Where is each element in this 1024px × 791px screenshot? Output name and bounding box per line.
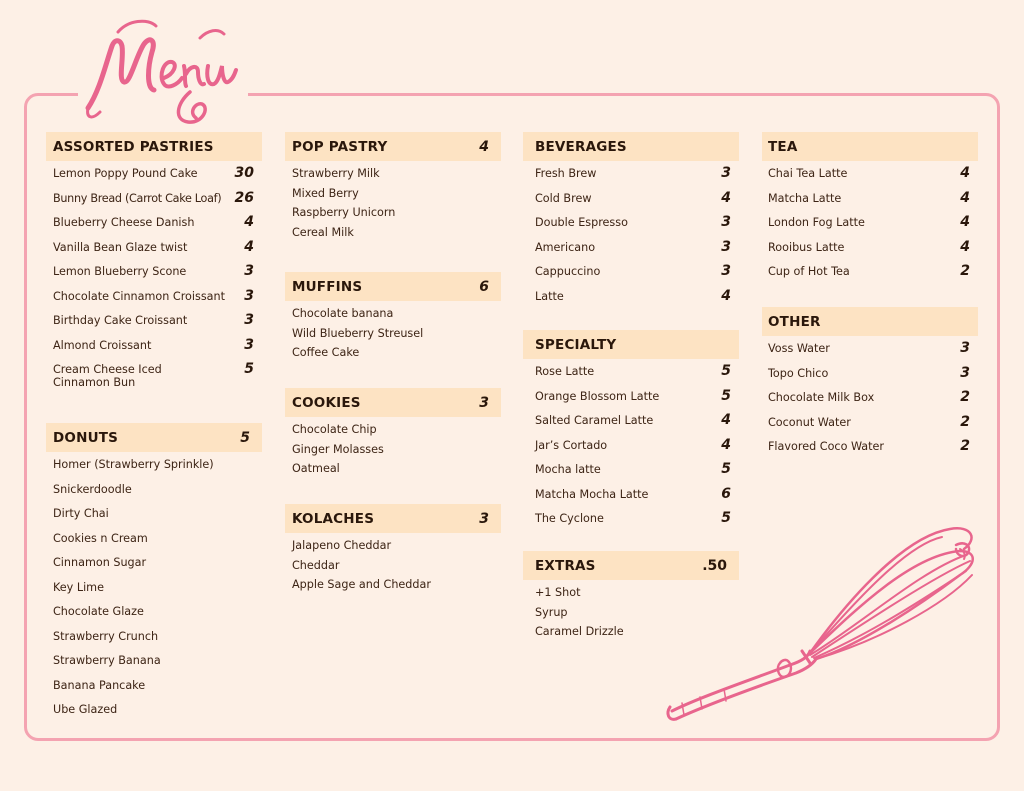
item-price: 2 bbox=[960, 438, 970, 454]
item-name: Orange Blossom Latte bbox=[535, 389, 660, 403]
item-price: 4 bbox=[721, 436, 731, 453]
menu-item bbox=[46, 239, 262, 264]
menu-item bbox=[285, 460, 501, 480]
item-name: London Fog Latte bbox=[768, 216, 865, 229]
menu-item bbox=[46, 677, 262, 702]
menu-item bbox=[523, 288, 739, 313]
item-name: Coffee Cake bbox=[292, 346, 360, 359]
item-name: Strawberry Crunch bbox=[53, 629, 159, 643]
item-name: Dirty Chai bbox=[53, 507, 109, 520]
menu-item bbox=[285, 537, 501, 557]
menu-item bbox=[46, 628, 262, 653]
section-header bbox=[762, 307, 978, 336]
item-name: Raspberry Unicorn bbox=[292, 206, 396, 219]
item-name: Chai Tea Latte bbox=[768, 167, 848, 180]
item-price: 4 bbox=[960, 189, 970, 206]
menu-item bbox=[46, 361, 262, 389]
item-name: Chocolate Milk Box bbox=[768, 391, 875, 404]
menu-item bbox=[46, 603, 262, 628]
menu-item bbox=[285, 441, 501, 461]
item-price: 3 bbox=[721, 214, 731, 230]
menu-title bbox=[78, 8, 248, 138]
menu-item bbox=[523, 510, 739, 535]
item-price: 5 bbox=[244, 361, 254, 377]
item-name: Ginger Molasses bbox=[292, 442, 384, 456]
item-price: 3 bbox=[721, 263, 731, 279]
section-extras bbox=[523, 551, 739, 643]
menu-item bbox=[285, 305, 501, 325]
section-header bbox=[523, 551, 739, 580]
item-price: 4 bbox=[960, 165, 970, 181]
item-name: Matcha Latte bbox=[768, 191, 842, 205]
item-name: Strawberry Milk bbox=[292, 167, 380, 180]
section-price: 6 bbox=[479, 278, 489, 295]
menu-item bbox=[46, 337, 262, 362]
section-header bbox=[762, 132, 978, 161]
menu-item bbox=[762, 414, 978, 439]
item-name: Cinnamon Sugar bbox=[53, 556, 147, 569]
item-price: 2 bbox=[960, 263, 970, 279]
section-title: SPECIALTY bbox=[535, 336, 617, 353]
menu-item bbox=[523, 190, 739, 215]
item-name: Blueberry Cheese Danish bbox=[53, 216, 195, 229]
item-name: Cookies n Cream bbox=[53, 531, 148, 545]
menu-item bbox=[523, 486, 739, 511]
section-title: COOKIES bbox=[292, 394, 361, 411]
menu-item bbox=[523, 623, 739, 643]
section-title: OTHER bbox=[768, 313, 821, 330]
item-name: +1 Shot bbox=[535, 586, 581, 599]
item-name: Bunny Bread (Carrot Cake Loaf) bbox=[53, 191, 222, 205]
menu-item bbox=[523, 388, 739, 413]
menu-item bbox=[762, 389, 978, 414]
section-header bbox=[285, 504, 501, 533]
menu-item bbox=[285, 185, 501, 205]
section-specialty bbox=[523, 330, 739, 535]
item-price: 3 bbox=[244, 312, 254, 328]
item-price: 4 bbox=[244, 214, 254, 230]
menu-item bbox=[46, 190, 262, 215]
menu-item bbox=[46, 505, 262, 530]
menu-item bbox=[46, 701, 262, 726]
item-name: Apple Sage and Cheddar bbox=[292, 578, 431, 591]
menu-item bbox=[523, 363, 739, 388]
section-header bbox=[46, 423, 262, 452]
menu-item bbox=[46, 652, 262, 677]
menu-item bbox=[762, 340, 978, 365]
menu-item bbox=[285, 325, 501, 345]
section-price: 3 bbox=[479, 510, 489, 527]
item-name: Mixed Berry bbox=[292, 186, 359, 200]
section-cookies bbox=[285, 388, 501, 480]
section-header bbox=[523, 132, 739, 161]
item-name: Cream Cheese Iced Cinnamon Bun bbox=[53, 363, 162, 389]
item-price: 3 bbox=[244, 263, 254, 279]
item-price: 4 bbox=[721, 189, 731, 206]
menu-item bbox=[762, 239, 978, 264]
item-price: 3 bbox=[244, 336, 254, 353]
item-name: Americano bbox=[535, 240, 596, 254]
item-name: Coconut Water bbox=[768, 415, 851, 429]
section-title: ASSORTED PASTRIES bbox=[53, 138, 214, 155]
item-name: Voss Water bbox=[768, 342, 830, 355]
menu-item bbox=[46, 554, 262, 579]
item-name: Lemon Blueberry Scone bbox=[53, 265, 187, 278]
menu-item bbox=[523, 584, 739, 604]
item-name: Ube Glazed bbox=[53, 703, 118, 716]
item-price: 3 bbox=[960, 340, 970, 356]
item-name: Rose Latte bbox=[535, 365, 595, 378]
item-name: Jalapeno Cheddar bbox=[292, 539, 392, 552]
menu-item bbox=[285, 576, 501, 596]
menu-item bbox=[523, 437, 739, 462]
item-price: 26 bbox=[234, 189, 254, 206]
item-name: Syrup bbox=[535, 605, 568, 619]
item-name: Double Espresso bbox=[535, 216, 628, 229]
item-name: Chocolate Chip bbox=[292, 423, 377, 436]
item-price: 4 bbox=[960, 214, 970, 230]
section-header bbox=[285, 272, 501, 301]
item-name: Cappuccino bbox=[535, 265, 601, 278]
item-price: 5 bbox=[721, 510, 731, 526]
item-name: Topo Chico bbox=[768, 366, 829, 380]
item-price: 5 bbox=[721, 387, 731, 404]
section-header bbox=[285, 132, 501, 161]
item-name: The Cyclone bbox=[535, 512, 604, 525]
section-assorted-pastries bbox=[46, 132, 262, 389]
menu-item bbox=[523, 239, 739, 264]
item-name: Vanilla Bean Glaze twist bbox=[53, 240, 188, 254]
item-name: Chocolate Glaze bbox=[53, 605, 144, 618]
menu-item bbox=[762, 438, 978, 463]
menu-item bbox=[762, 165, 978, 190]
menu-item bbox=[523, 412, 739, 437]
item-name: Cup of Hot Tea bbox=[768, 265, 850, 278]
menu-item bbox=[46, 263, 262, 288]
menu-item bbox=[46, 579, 262, 604]
menu-item bbox=[285, 557, 501, 577]
item-price: 6 bbox=[721, 485, 731, 502]
section-tea bbox=[762, 132, 978, 288]
section-price: 4 bbox=[479, 138, 489, 155]
item-price: 4 bbox=[244, 238, 254, 255]
item-name: Chocolate banana bbox=[292, 307, 394, 320]
menu-item bbox=[46, 530, 262, 555]
item-name: Oatmeal bbox=[292, 462, 340, 475]
item-price: 5 bbox=[721, 363, 731, 379]
item-name: Latte bbox=[535, 289, 564, 303]
menu-item bbox=[523, 263, 739, 288]
section-muffins bbox=[285, 272, 501, 364]
menu-item bbox=[523, 214, 739, 239]
menu-item bbox=[285, 344, 501, 364]
menu-item bbox=[762, 190, 978, 215]
section-price: 5 bbox=[240, 429, 250, 446]
item-name: Snickerdoodle bbox=[53, 482, 132, 496]
section-title: EXTRAS bbox=[535, 557, 596, 574]
section-price: .50 bbox=[702, 557, 727, 574]
menu-item bbox=[523, 604, 739, 624]
menu-item bbox=[46, 456, 262, 481]
item-price: 2 bbox=[960, 413, 970, 430]
item-price: 3 bbox=[244, 287, 254, 304]
item-price: 5 bbox=[721, 461, 731, 477]
item-name: Rooibus Latte bbox=[768, 240, 845, 254]
item-price: 4 bbox=[721, 287, 731, 304]
item-name: Strawberry Banana bbox=[53, 654, 161, 667]
item-name: Cold Brew bbox=[535, 191, 592, 205]
section-price: 3 bbox=[479, 394, 489, 411]
menu-item bbox=[523, 165, 739, 190]
item-name: Key Lime bbox=[53, 580, 104, 594]
item-price: 3 bbox=[721, 238, 731, 255]
item-price: 3 bbox=[960, 364, 970, 381]
item-name: Caramel Drizzle bbox=[535, 625, 624, 638]
item-name: Flavored Coco Water bbox=[768, 440, 885, 453]
item-name: Chocolate Cinnamon Croissant bbox=[53, 289, 225, 303]
item-price: 4 bbox=[721, 412, 731, 428]
menu-item bbox=[523, 461, 739, 486]
section-title: TEA bbox=[768, 138, 798, 155]
section-header bbox=[285, 388, 501, 417]
menu-item bbox=[46, 165, 262, 190]
section-title: POP PASTRY bbox=[292, 138, 388, 155]
menu-title-lettering bbox=[78, 8, 248, 138]
section-other bbox=[762, 307, 978, 463]
item-name: Salted Caramel Latte bbox=[535, 414, 654, 427]
section-kolaches bbox=[285, 504, 501, 596]
menu-item bbox=[46, 312, 262, 337]
item-name: Cheddar bbox=[292, 558, 340, 572]
section-title: BEVERAGES bbox=[535, 138, 627, 155]
item-name: Homer (Strawberry Sprinkle) bbox=[53, 458, 214, 471]
item-name: Cereal Milk bbox=[292, 225, 354, 239]
section-beverages bbox=[523, 132, 739, 312]
item-name: Wild Blueberry Streusel bbox=[292, 326, 424, 340]
item-name: Lemon Poppy Pound Cake bbox=[53, 167, 198, 180]
menu-item bbox=[762, 214, 978, 239]
section-donuts bbox=[46, 423, 262, 726]
menu-item bbox=[285, 204, 501, 224]
menu-item bbox=[46, 214, 262, 239]
section-title: MUFFINS bbox=[292, 278, 363, 295]
item-name: Almond Croissant bbox=[53, 338, 152, 352]
menu-item bbox=[46, 481, 262, 506]
item-name: Birthday Cake Croissant bbox=[53, 314, 188, 327]
section-title: DONUTS bbox=[53, 429, 119, 446]
menu-item bbox=[762, 263, 978, 288]
item-name: Fresh Brew bbox=[535, 167, 597, 180]
section-header bbox=[523, 330, 739, 359]
section-header bbox=[46, 132, 262, 161]
item-name: Jar’s Cortado bbox=[535, 438, 608, 452]
item-price: 2 bbox=[960, 389, 970, 405]
item-name: Matcha Mocha Latte bbox=[535, 487, 649, 501]
item-price: 30 bbox=[234, 165, 254, 181]
item-price: 3 bbox=[721, 165, 731, 181]
section-pop-pastry bbox=[285, 132, 501, 243]
menu-item bbox=[762, 365, 978, 390]
item-name: Banana Pancake bbox=[53, 678, 146, 692]
section-title: KOLACHES bbox=[292, 510, 375, 527]
menu-item bbox=[285, 224, 501, 244]
item-name: Mocha latte bbox=[535, 463, 601, 476]
menu-item bbox=[46, 288, 262, 313]
menu-item bbox=[285, 165, 501, 185]
item-price: 4 bbox=[960, 238, 970, 255]
menu-item bbox=[285, 421, 501, 441]
